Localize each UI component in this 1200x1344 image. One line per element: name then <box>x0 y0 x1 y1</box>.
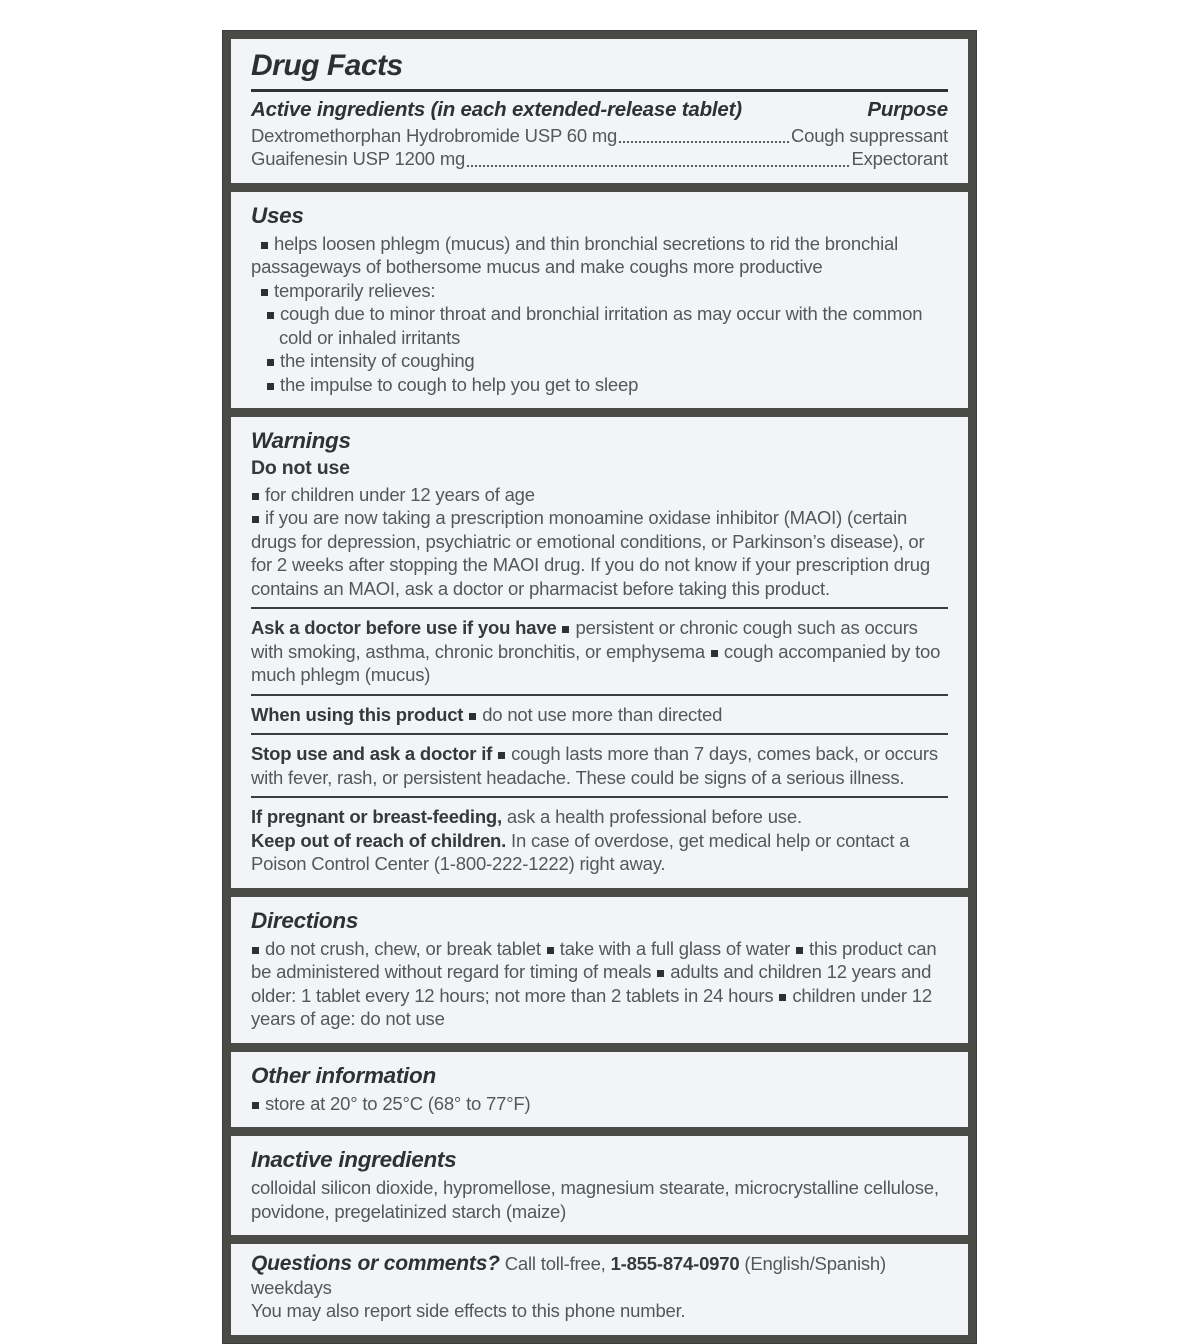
warnings-divider <box>251 796 948 798</box>
warnings-divider <box>251 607 948 609</box>
warning-text: cough lasts more than 7 days, comes back, or occurs with fever, rash, or persistent headache. These could be signs of a serious illness. <box>251 743 938 788</box>
directions-paragraph <box>251 937 948 1031</box>
keep-out-lead: Keep out of reach of children. <box>251 829 507 851</box>
phone-number: 1-855-874-0970 <box>610 1253 740 1274</box>
square-bullet-icon <box>267 359 274 366</box>
do-not-use-item <box>251 506 948 600</box>
do-not-use-item <box>251 483 948 507</box>
pregnant-lead: If pregnant or breast-feeding, <box>251 806 502 827</box>
ingredient-name: Dextromethorphan Hydrobromide USP 60 mg <box>251 124 618 146</box>
use-item <box>251 232 948 279</box>
section-uses <box>231 192 968 409</box>
when-using-lead: When using this product <box>251 703 464 725</box>
questions-call-text: Call toll-free, <box>504 1253 606 1274</box>
do-not-use-heading: Do not use <box>251 457 350 479</box>
ask-doctor-lead: Ask a doctor before use if you have <box>251 617 557 638</box>
square-bullet-icon <box>261 242 268 249</box>
direction-text: do not crush, chew, or break tablet <box>265 937 541 959</box>
ingredient-row <box>251 147 948 171</box>
warning-text: if you are now taking a prescription monoamine oxidase inhibitor (MAOI) (certain drugs for depression, psychiatric or emotional conditions, or Parkinson’s disease), or for 2 weeks after stopping the MAOI drug. If you do not know if your prescription drug contains an MAOI, ask a doctor or pharmacist before taking this product. <box>251 507 930 599</box>
use-item-text: the intensity of coughing <box>280 350 475 371</box>
title-divider <box>251 89 948 92</box>
square-bullet-icon <box>252 493 259 500</box>
other-information-text: store at 20° to 25°C (68° to 77°F) <box>265 1092 531 1114</box>
square-bullet-icon <box>796 947 803 954</box>
square-bullet-icon <box>562 626 569 633</box>
warning-text: do not use more than directed <box>482 703 723 725</box>
when-using-paragraph <box>251 703 948 727</box>
uses-heading: Uses <box>251 202 304 228</box>
warnings-divider <box>251 694 948 696</box>
ask-doctor-paragraph <box>251 616 948 687</box>
square-bullet-icon <box>252 1102 259 1109</box>
warnings-heading: Warnings <box>251 428 351 453</box>
ingredient-row <box>251 124 948 148</box>
warning-text: persistent or chronic cough such as occurs with smoking, asthma, chronic bronchitis, or emphysema <box>251 617 918 662</box>
questions-line2: You may also report side effects to this phone number. <box>251 1300 686 1321</box>
stop-use-lead: Stop use and ask a doctor if <box>251 743 493 764</box>
directions-heading: Directions <box>251 907 359 933</box>
warning-text: cough accompanied by too much phlegm (mucus) <box>251 640 941 685</box>
section-other-information <box>231 1052 968 1128</box>
square-bullet-icon <box>779 994 786 1001</box>
square-bullet-icon <box>469 713 476 720</box>
use-item-text: temporarily relieves: <box>274 279 436 301</box>
questions-after-phone: (English/Spanish) weekdays <box>251 1253 886 1298</box>
use-item <box>251 279 948 303</box>
square-bullet-icon <box>711 650 718 657</box>
use-item-text: cough due to minor throat and bronchial irritation as may occur with the common cold or inhaled irritants <box>279 303 923 348</box>
inactive-ingredients-text: colloidal silicon dioxide, hypromellose, magnesium stearate, microcrystalline cellulose, povidone, pregelatinized starch (maize) <box>251 1177 939 1222</box>
warning-text: In case of overdose, get medical help or contact a Poison Control Center (1-800-222-1222) right away. <box>251 829 910 874</box>
warnings-divider <box>251 733 948 735</box>
square-bullet-icon <box>252 947 259 954</box>
ingredient-purpose: Expectorant <box>851 148 948 169</box>
use-item-text: the impulse to cough to help you get to sleep <box>280 373 639 395</box>
other-information-heading: Other information <box>251 1062 436 1088</box>
stop-use-paragraph <box>251 742 948 789</box>
square-bullet-icon <box>498 752 505 759</box>
questions-paragraph <box>251 1252 948 1323</box>
questions-lead: Questions or comments? <box>251 1252 500 1275</box>
warning-text: ask a health professional before use. <box>506 806 802 827</box>
pregnant-paragraph <box>251 805 948 829</box>
square-bullet-icon <box>252 516 259 523</box>
dots-leader <box>467 165 849 167</box>
ingredient-purpose: Cough suppressant <box>790 124 948 146</box>
drug-facts-title: Drug Facts <box>251 49 403 82</box>
direction-text: adults and children 12 years and older: 1 tablet every 12 hours; not more than 2 tablets in 24 hours <box>251 961 932 1006</box>
section-questions <box>231 1244 968 1335</box>
section-active-ingredients <box>231 39 968 183</box>
warning-text: for children under 12 years of age <box>265 483 535 505</box>
inactive-ingredients-heading: Inactive ingredients <box>251 1147 457 1172</box>
square-bullet-icon <box>657 970 664 977</box>
square-bullet-icon <box>267 312 274 319</box>
use-subitem <box>251 349 948 373</box>
keep-out-paragraph <box>251 829 948 876</box>
section-directions <box>231 897 968 1043</box>
other-information-item <box>251 1092 948 1116</box>
direction-text: this product can be administered without regard for timing of meals <box>251 937 937 982</box>
drug-facts-label <box>222 30 977 1344</box>
ingredient-name: Guaifenesin USP 1200 mg <box>251 148 466 169</box>
square-bullet-icon <box>267 383 274 390</box>
purpose-heading: Purpose <box>867 98 948 121</box>
active-ingredients-header-row <box>251 98 948 122</box>
direction-text: take with a full glass of water <box>559 937 791 959</box>
active-ingredients-heading: Active ingredients (in each extended-release tablet) <box>251 98 742 121</box>
direction-text: children under 12 years of age: do not use <box>251 984 932 1029</box>
use-item-text: helps loosen phlegm (mucus) and thin bronchial secretions to rid the bronchial passageways of bothersome mucus and make coughs more productive <box>251 232 899 277</box>
use-subitem <box>251 373 948 397</box>
use-subitem <box>251 302 948 349</box>
square-bullet-icon <box>261 289 268 296</box>
dots-leader <box>619 141 789 143</box>
section-inactive-ingredients <box>231 1136 968 1235</box>
section-warnings <box>231 417 968 888</box>
square-bullet-icon <box>547 947 554 954</box>
